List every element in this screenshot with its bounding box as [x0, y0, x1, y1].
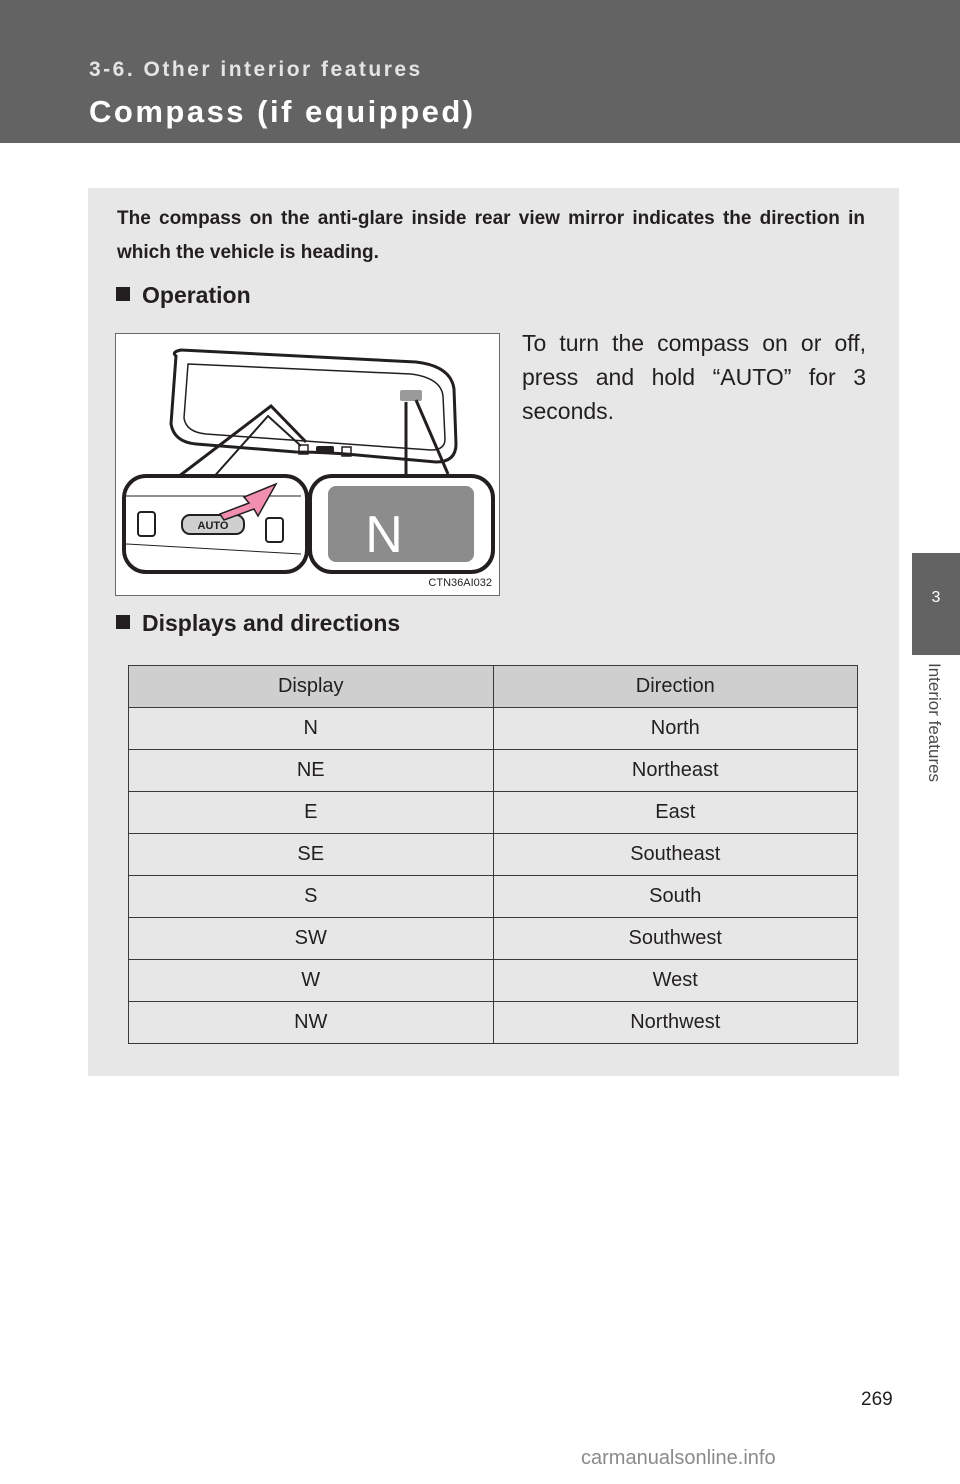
- table-row: [129, 792, 858, 834]
- column-header-direction: Direction: [493, 666, 858, 708]
- rear-view-mirror-icon: [116, 334, 501, 597]
- intro-text: The compass on the anti-glare inside rear view mirror indicates the direction in which the vehicle is heading.: [117, 208, 865, 263]
- display-cell: N: [129, 708, 494, 750]
- direction-cell: Northwest: [493, 1002, 858, 1044]
- direction-cell: Southwest: [493, 918, 858, 960]
- bullet-square-icon: [116, 287, 130, 301]
- page-header: [0, 0, 960, 143]
- direction-cell: Northeast: [493, 750, 858, 792]
- table-row: [129, 918, 858, 960]
- directions-table: [128, 665, 858, 1044]
- direction-cell: East: [493, 792, 858, 834]
- table-row: [129, 834, 858, 876]
- content-panel: [88, 188, 899, 1076]
- direction-cell: Southeast: [493, 834, 858, 876]
- compass-display-letter: N: [365, 506, 403, 564]
- direction-cell: West: [493, 960, 858, 1002]
- table-row: [129, 876, 858, 918]
- table-header-row: [129, 666, 858, 708]
- direction-cell: North: [493, 708, 858, 750]
- watermark[interactable]: carmanualsonline.info: [581, 1447, 776, 1469]
- table-row: [129, 1002, 858, 1044]
- display-cell: W: [129, 960, 494, 1002]
- operation-instruction: To turn the compass on or off, press and hold “AUTO” for 3 seconds.: [522, 330, 866, 424]
- page-title: Compass (if equipped): [89, 94, 476, 129]
- display-cell: NE: [129, 750, 494, 792]
- direction-cell: South: [493, 876, 858, 918]
- table-row: [129, 708, 858, 750]
- section-label: 3-6. Other interior features: [89, 58, 423, 81]
- page-number: 269: [861, 1389, 893, 1410]
- mirror-illustration: [115, 333, 500, 596]
- chapter-label: Interior features: [925, 663, 944, 783]
- bullet-square-icon: [116, 615, 130, 629]
- chapter-side-label: [912, 655, 960, 830]
- displays-heading: [116, 610, 400, 637]
- operation-heading: [116, 282, 251, 309]
- display-cell: SE: [129, 834, 494, 876]
- table-row: [129, 750, 858, 792]
- auto-button-label: AUTO: [197, 520, 229, 532]
- display-cell: E: [129, 792, 494, 834]
- displays-heading-text: Displays and directions: [142, 610, 401, 636]
- chapter-number: 3: [931, 589, 941, 606]
- table-row: [129, 960, 858, 1002]
- operation-heading-text: Operation: [142, 282, 251, 308]
- figure-code: CTN36AI032: [428, 577, 492, 589]
- display-cell: SW: [129, 918, 494, 960]
- chapter-tab[interactable]: [912, 553, 960, 655]
- display-cell: NW: [129, 1002, 494, 1044]
- column-header-display: Display: [129, 666, 494, 708]
- display-cell: S: [129, 876, 494, 918]
